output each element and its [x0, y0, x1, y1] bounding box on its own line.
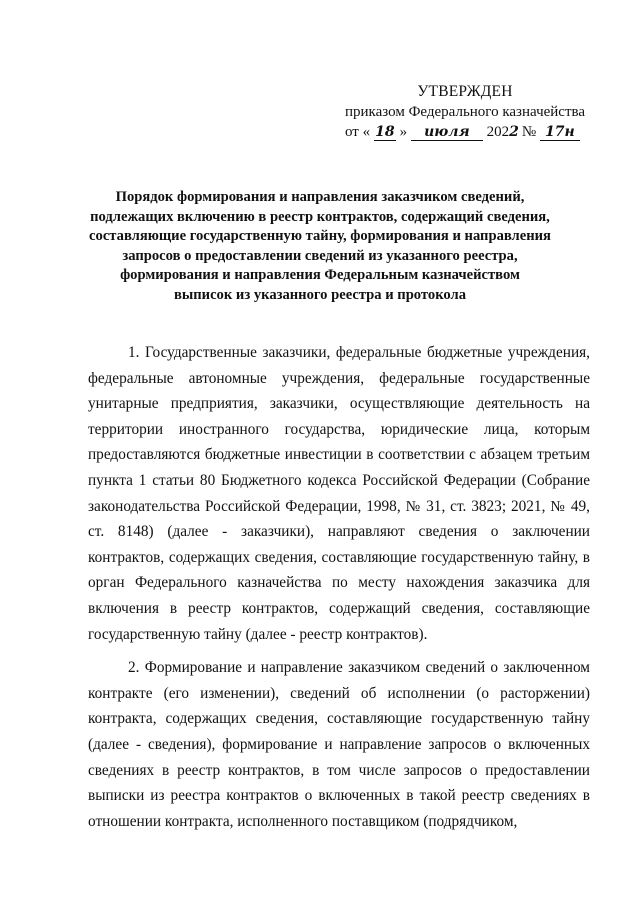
title-line: выписок из указанного реестра и протокола — [173, 286, 466, 303]
approval-title: УТВЕРЖДЕН — [417, 83, 513, 100]
date-close-quote: » — [399, 124, 408, 140]
title-line: формирования и направления Федеральным казначейством — [120, 267, 520, 283]
number-sign: № — [521, 124, 537, 140]
handwritten-order-number: 17н — [540, 124, 580, 141]
approval-order-line: приказом Федерального казначейства — [345, 104, 586, 120]
handwritten-year-digit: 2 — [509, 124, 519, 140]
title-line: запросов о предоставлении сведений из указанного реестра, — [122, 247, 518, 264]
handwritten-month: июля — [411, 124, 483, 141]
title-line: составляющие государственную тайну, формирования и направления — [89, 228, 551, 244]
document-body — [88, 340, 590, 834]
title-line: Порядок формирования и направления заказчиком сведений, — [115, 189, 525, 205]
paragraph-2: 2. Формирование и направление заказчиком сведений о заключенном контракте (его изменении), сведений об исполнении (о расторжении) контракта, содержащих сведения, составляющие государственную тайну (далее - сведения), формирование и направление запросов о включенных сведениях в реестр контрактов, в том числе запросов о предоставлении выписки из реестра контрактов о включенных в такой реестр сведениях в отношении контракта, исполненного поставщиком (подрядчиком, — [88, 659, 590, 830]
approval-block — [335, 82, 595, 142]
title-line: подлежащих включению в реестр контрактов, содержащий сведения, — [90, 208, 550, 225]
approval-date-line — [345, 122, 595, 142]
year-prefix: 202 — [486, 124, 510, 140]
handwritten-day: 18 — [375, 124, 395, 140]
document-title — [60, 188, 580, 305]
date-prefix: от « — [345, 124, 371, 140]
paragraph-1: 1. Государственные заказчики, федеральные бюджетные учреждения, федеральные автономные учреждения, федеральные государственные унитарные предприятия, заказчики, осуществляющие деятельность на территории иностранного государства, юридические лица, которым предоставляются бюджетные инвестиции в соответствии с абзацем третьим пункта 1 статьи 80 Бюджетного кодекса Российской Федерации (Собрание законодательства Российской Федерации, 1998, № 31, ст. 3823; 2021, № 49, ст. 8148) (далее - заказчики), направляют сведения о заключении контрактов, содержащих сведения, составляющие государственную тайну, в орган Федерального казначейства по месту нахождения заказчика для включения в реестр контрактов, содержащий сведения, составляющие государственную тайну (далее - реестр контрактов). — [88, 344, 590, 643]
